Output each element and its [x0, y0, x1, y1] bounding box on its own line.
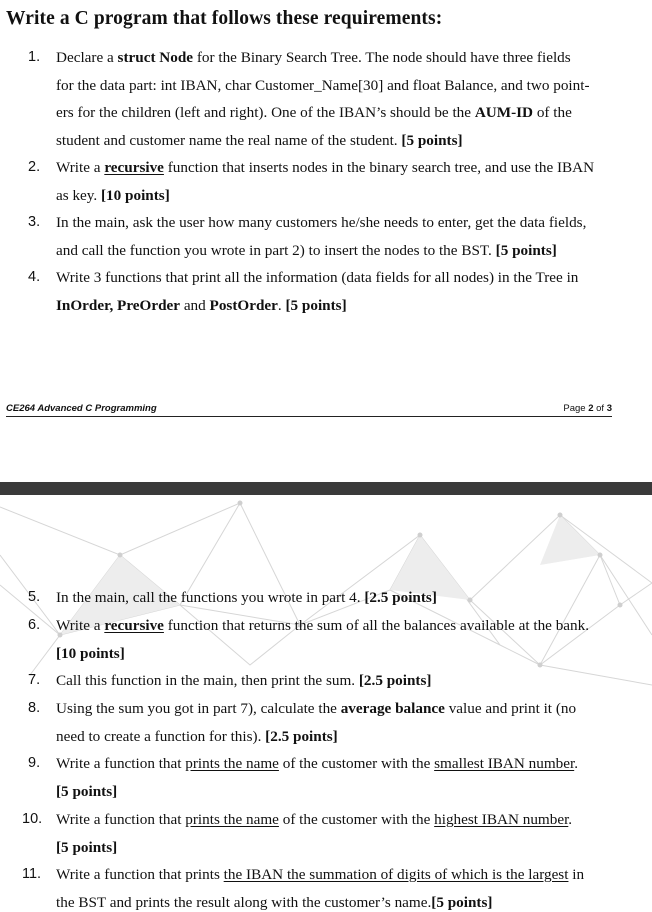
course-name: CE264 Advanced C Programming [6, 403, 157, 414]
text-run: InOrder, PreOrder [56, 296, 181, 314]
text-run: highest IBAN number [434, 811, 569, 828]
item-text [56, 159, 594, 204]
text-run: [2.5 points] [364, 589, 437, 606]
item-text [56, 700, 576, 745]
text-run: of the [533, 104, 572, 121]
text-run: struct Node [117, 49, 194, 66]
item-text [56, 49, 590, 149]
text-run: . [568, 811, 573, 828]
text-run: Write a function that [56, 811, 186, 828]
text-run: need to create a function for this). [56, 727, 266, 745]
requirement-item [28, 584, 616, 612]
text-run: Call this function in the main, then print the sum. [56, 672, 359, 689]
text-run: In the main, call the functions you wrote in part 4. [56, 589, 365, 606]
text-run: function that returns the sum of all the balances available at the bank. [163, 617, 590, 634]
text-run: [2.5 points] [265, 727, 338, 745]
requirement-item [28, 750, 616, 805]
text-run: . [277, 296, 286, 314]
item-number: 7. [28, 672, 41, 688]
requirement-item [22, 806, 616, 861]
item-text [56, 617, 589, 662]
text-run: PostOrder [209, 296, 278, 314]
text-run: [2.5 points] [358, 672, 432, 689]
text-run: [10 points] [100, 186, 170, 204]
text-run: of the customer with the [278, 755, 435, 772]
item-text [56, 269, 578, 314]
item-text [56, 811, 572, 856]
requirement-item [28, 44, 616, 154]
text-run: recursive [104, 617, 164, 634]
requirement-item [28, 264, 616, 319]
requirement-item [28, 667, 616, 695]
text-run: [5 points] [495, 241, 557, 259]
item-text [56, 755, 578, 800]
text-run: the IBAN the summation of digits of which is the largest [223, 866, 569, 883]
text-run: Using the sum you got in part 7), calculate the [56, 700, 341, 717]
item-number: 2. [28, 159, 41, 175]
text-run: of the customer with the [278, 811, 435, 828]
item-number: 11. [22, 866, 42, 882]
item-number: 5. [28, 589, 41, 605]
text-run: for the Binary Search Tree. The node should have three fields [193, 49, 571, 66]
requirement-item [28, 612, 616, 667]
item-text [56, 214, 586, 259]
item-number: 4. [28, 269, 41, 285]
item-number: 10. [22, 811, 43, 827]
page-2-bottom [0, 0, 652, 440]
text-run: prints the name [185, 811, 279, 828]
requirement-item [22, 861, 616, 912]
text-run: smallest IBAN number [434, 755, 575, 772]
text-run: AUM-ID [474, 104, 534, 121]
page-separator [0, 482, 652, 495]
item-text [56, 672, 431, 689]
page-3-top [0, 495, 652, 912]
text-run: ers for the children (left and right). One of the IBAN’s should be the [56, 104, 475, 121]
assignment-heading: Write a C program that follows these requirements: [6, 8, 443, 29]
item-number: 6. [28, 617, 41, 633]
text-run: [5 points] [56, 838, 118, 856]
text-run: [5 points] [285, 296, 347, 314]
text-run: prints the name [185, 755, 279, 772]
text-run: Write a [56, 617, 105, 634]
text-run: the BST and prints the result along with the customer’s name. [56, 893, 432, 911]
text-run: and [180, 296, 210, 314]
text-run: Write a function that [56, 755, 186, 772]
requirement-item [28, 154, 616, 209]
text-run: and call the function you wrote in part 2) to insert the nodes to the BST. [56, 241, 496, 259]
text-run: function that inserts nodes in the binary search tree, and use the IBAN [163, 159, 595, 176]
text-run: average balance [340, 700, 445, 717]
page-number: Page 2 of 3 [563, 403, 612, 414]
text-run: for the data part: int IBAN, char Customer_Name[30] and float Balance, and two point- [56, 76, 590, 94]
page-footer [6, 398, 612, 417]
text-run: student and customer name the real name of the student. [56, 131, 402, 149]
item-number: 9. [28, 755, 41, 771]
text-run: [5 points] [431, 893, 493, 911]
text-run: Write a function that prints [56, 866, 224, 883]
item-number: 1. [28, 49, 41, 65]
text-run: In the main, ask the user how many customers he/she needs to enter, get the data fields, [56, 214, 587, 231]
text-run: [5 points] [56, 782, 118, 800]
text-run: Write 3 functions that print all the information (data fields for all nodes) in the Tree in [56, 269, 579, 286]
text-run: recursive [104, 159, 164, 176]
text-run: value and print it (no [444, 700, 577, 717]
text-run: in [568, 866, 585, 883]
text-run: Declare a [56, 49, 118, 66]
item-text [56, 866, 584, 911]
item-number: 3. [28, 214, 41, 230]
requirement-item [28, 209, 616, 264]
text-run: as key. [56, 186, 101, 204]
text-run: [10 points] [56, 644, 125, 662]
item-text [56, 589, 437, 606]
text-run: Write a [56, 159, 105, 176]
requirement-item [28, 695, 616, 750]
item-number: 8. [28, 700, 41, 716]
text-run: [5 points] [401, 131, 463, 149]
text-run: . [574, 755, 578, 772]
